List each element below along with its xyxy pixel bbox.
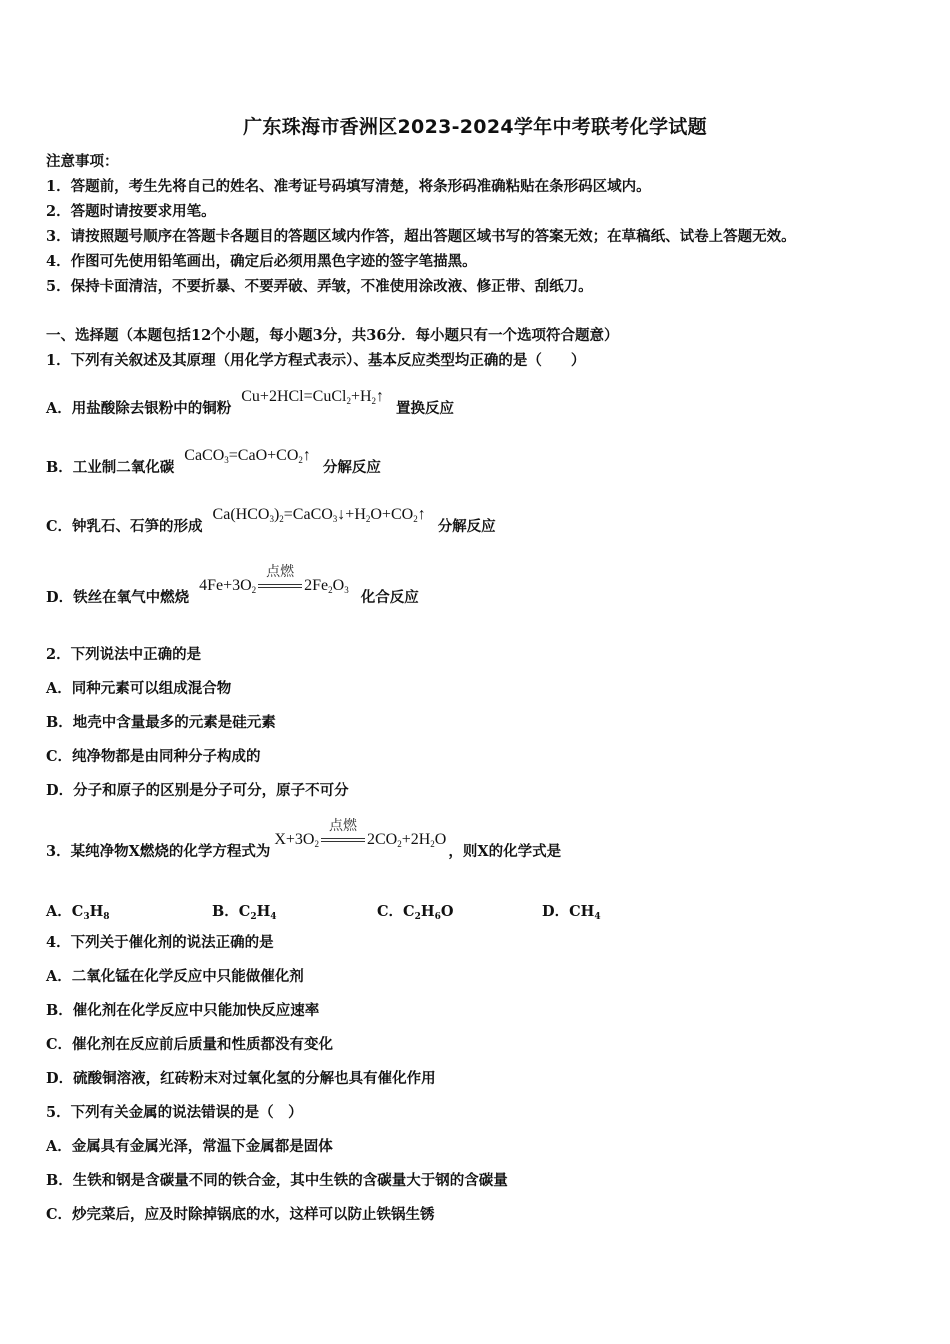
question-2-stem: 2．下列说法中正确的是 [46,646,202,663]
option-text: C．钟乳石、石笋的形成 [46,518,203,535]
question-4-option-b: B．催化剂在化学反应中只能加快反应速率 [46,1002,320,1019]
section-heading: 一、选择题（本题包括12个小题，每小题3分，共36分．每小题只有一个选项符合题意） [46,327,619,344]
question-1-option-c [46,506,496,539]
question-3-option-c: C．$C_2H_6O$ [377,903,454,922]
reaction-type: 分解反应 [437,518,496,535]
note-item: 4．作图可先使用铅笔画出，确定后必须用黑色字迹的签字笔描黑。 [46,253,477,270]
equation: $CaCO_3=CaO+CO_2↑$ [184,447,311,465]
question-5-stem: 5．下列有关金属的说法错误的是（ ） [46,1104,303,1121]
question-4-option-c: C．催化剂在反应前后质量和性质都没有变化 [46,1036,334,1053]
note-item: 2．答题时请按要求用笔。 [46,203,216,220]
question-2-option-c: C．纯净物都是由同种分子构成的 [46,748,261,765]
equation: $Ca(HCO_3)_2=CaCO_3↓+H_2O+CO_2↑$ [212,506,426,524]
question-3-option-b: B．$C_2H_4$ [212,903,277,922]
equation: $4Fe+3O_2$ 点燃 $2Fe_2O_3$ [199,564,349,595]
question-4-stem: 4．下列关于催化剂的说法正确的是 [46,934,274,951]
question-5-option-b: B．生铁和钢是含碳量不同的铁合金，其中生铁的含碳量大于钢的含碳量 [46,1172,508,1189]
option-text: A．用盐酸除去银粉中的铜粉 [46,400,232,417]
reaction-condition: 点燃 [258,576,302,596]
question-3-stem: 3．某纯净物X燃烧的化学方程式为$X+3O_2$ 点燃 $2CO_2+2H_2O$，则X的化学式是 [46,840,561,864]
equation: $Cu+2HCl=CuCl_2+H_2↑$ [241,388,385,406]
note-item: 5．保持卡面清洁，不要折暴、不要弄破、弄皱，不准使用涂改液、修正带、刮纸刀。 [46,278,593,295]
reaction-type: 分解反应 [322,459,381,476]
option-text: D．铁丝在氧气中燃烧 [46,589,190,606]
question-2-option-a: A．同种元素可以组成混合物 [46,680,232,697]
question-3-option-d: D．$CH_4$ [542,903,601,922]
question-2-option-d: D．分子和原子的区别是分子可分，原子不可分 [46,782,349,799]
question-5-option-c: C．炒完菜后，应及时除掉锅底的水，这样可以防止铁锅生锈 [46,1206,435,1223]
question-3-option-a: A．$C_3H_8$ [46,903,110,922]
reaction-type: 化合反应 [360,589,419,606]
question-4-option-a: A．二氧化锰在化学反应中只能做催化剂 [46,968,304,985]
question-1-stem: 1．下列有关叙述及其原理（用化学方程式表示）、基本反应类型均正确的是（ ） [46,352,586,369]
question-4-option-d: D．硫酸铜溶液，红砖粉末对过氧化氢的分解也具有催化作用 [46,1070,436,1087]
question-5-option-a: A．金属具有金属光泽，常温下金属都是固体 [46,1138,333,1155]
question-2-option-b: B．地壳中含量最多的元素是硅元素 [46,714,276,731]
page-title: 广东珠海市香洲区2023-2024学年中考联考化学试题 [243,116,707,138]
question-1-option-b [46,447,381,480]
note-item: 3．请按照题号顺序在答题卡各题目的答题区域内作答，超出答题区域书写的答案无效；在草稿纸、试卷上答题无效。 [46,228,796,245]
question-1-option-a [46,388,455,421]
note-item: 1．答题前，考生先将自己的姓名、准考证号码填写清楚，将条形码准确粘贴在条形码区域内。 [46,178,651,195]
reaction-type: 置换反应 [396,400,455,417]
question-1-option-d [46,564,419,610]
equation: $X+3O_2$ 点燃 $2CO_2+2H_2O$ [274,818,447,849]
option-text: B．工业制二氧化碳 [46,459,175,476]
notes-heading: 注意事项： [46,153,119,170]
reaction-condition: 点燃 [321,830,365,850]
